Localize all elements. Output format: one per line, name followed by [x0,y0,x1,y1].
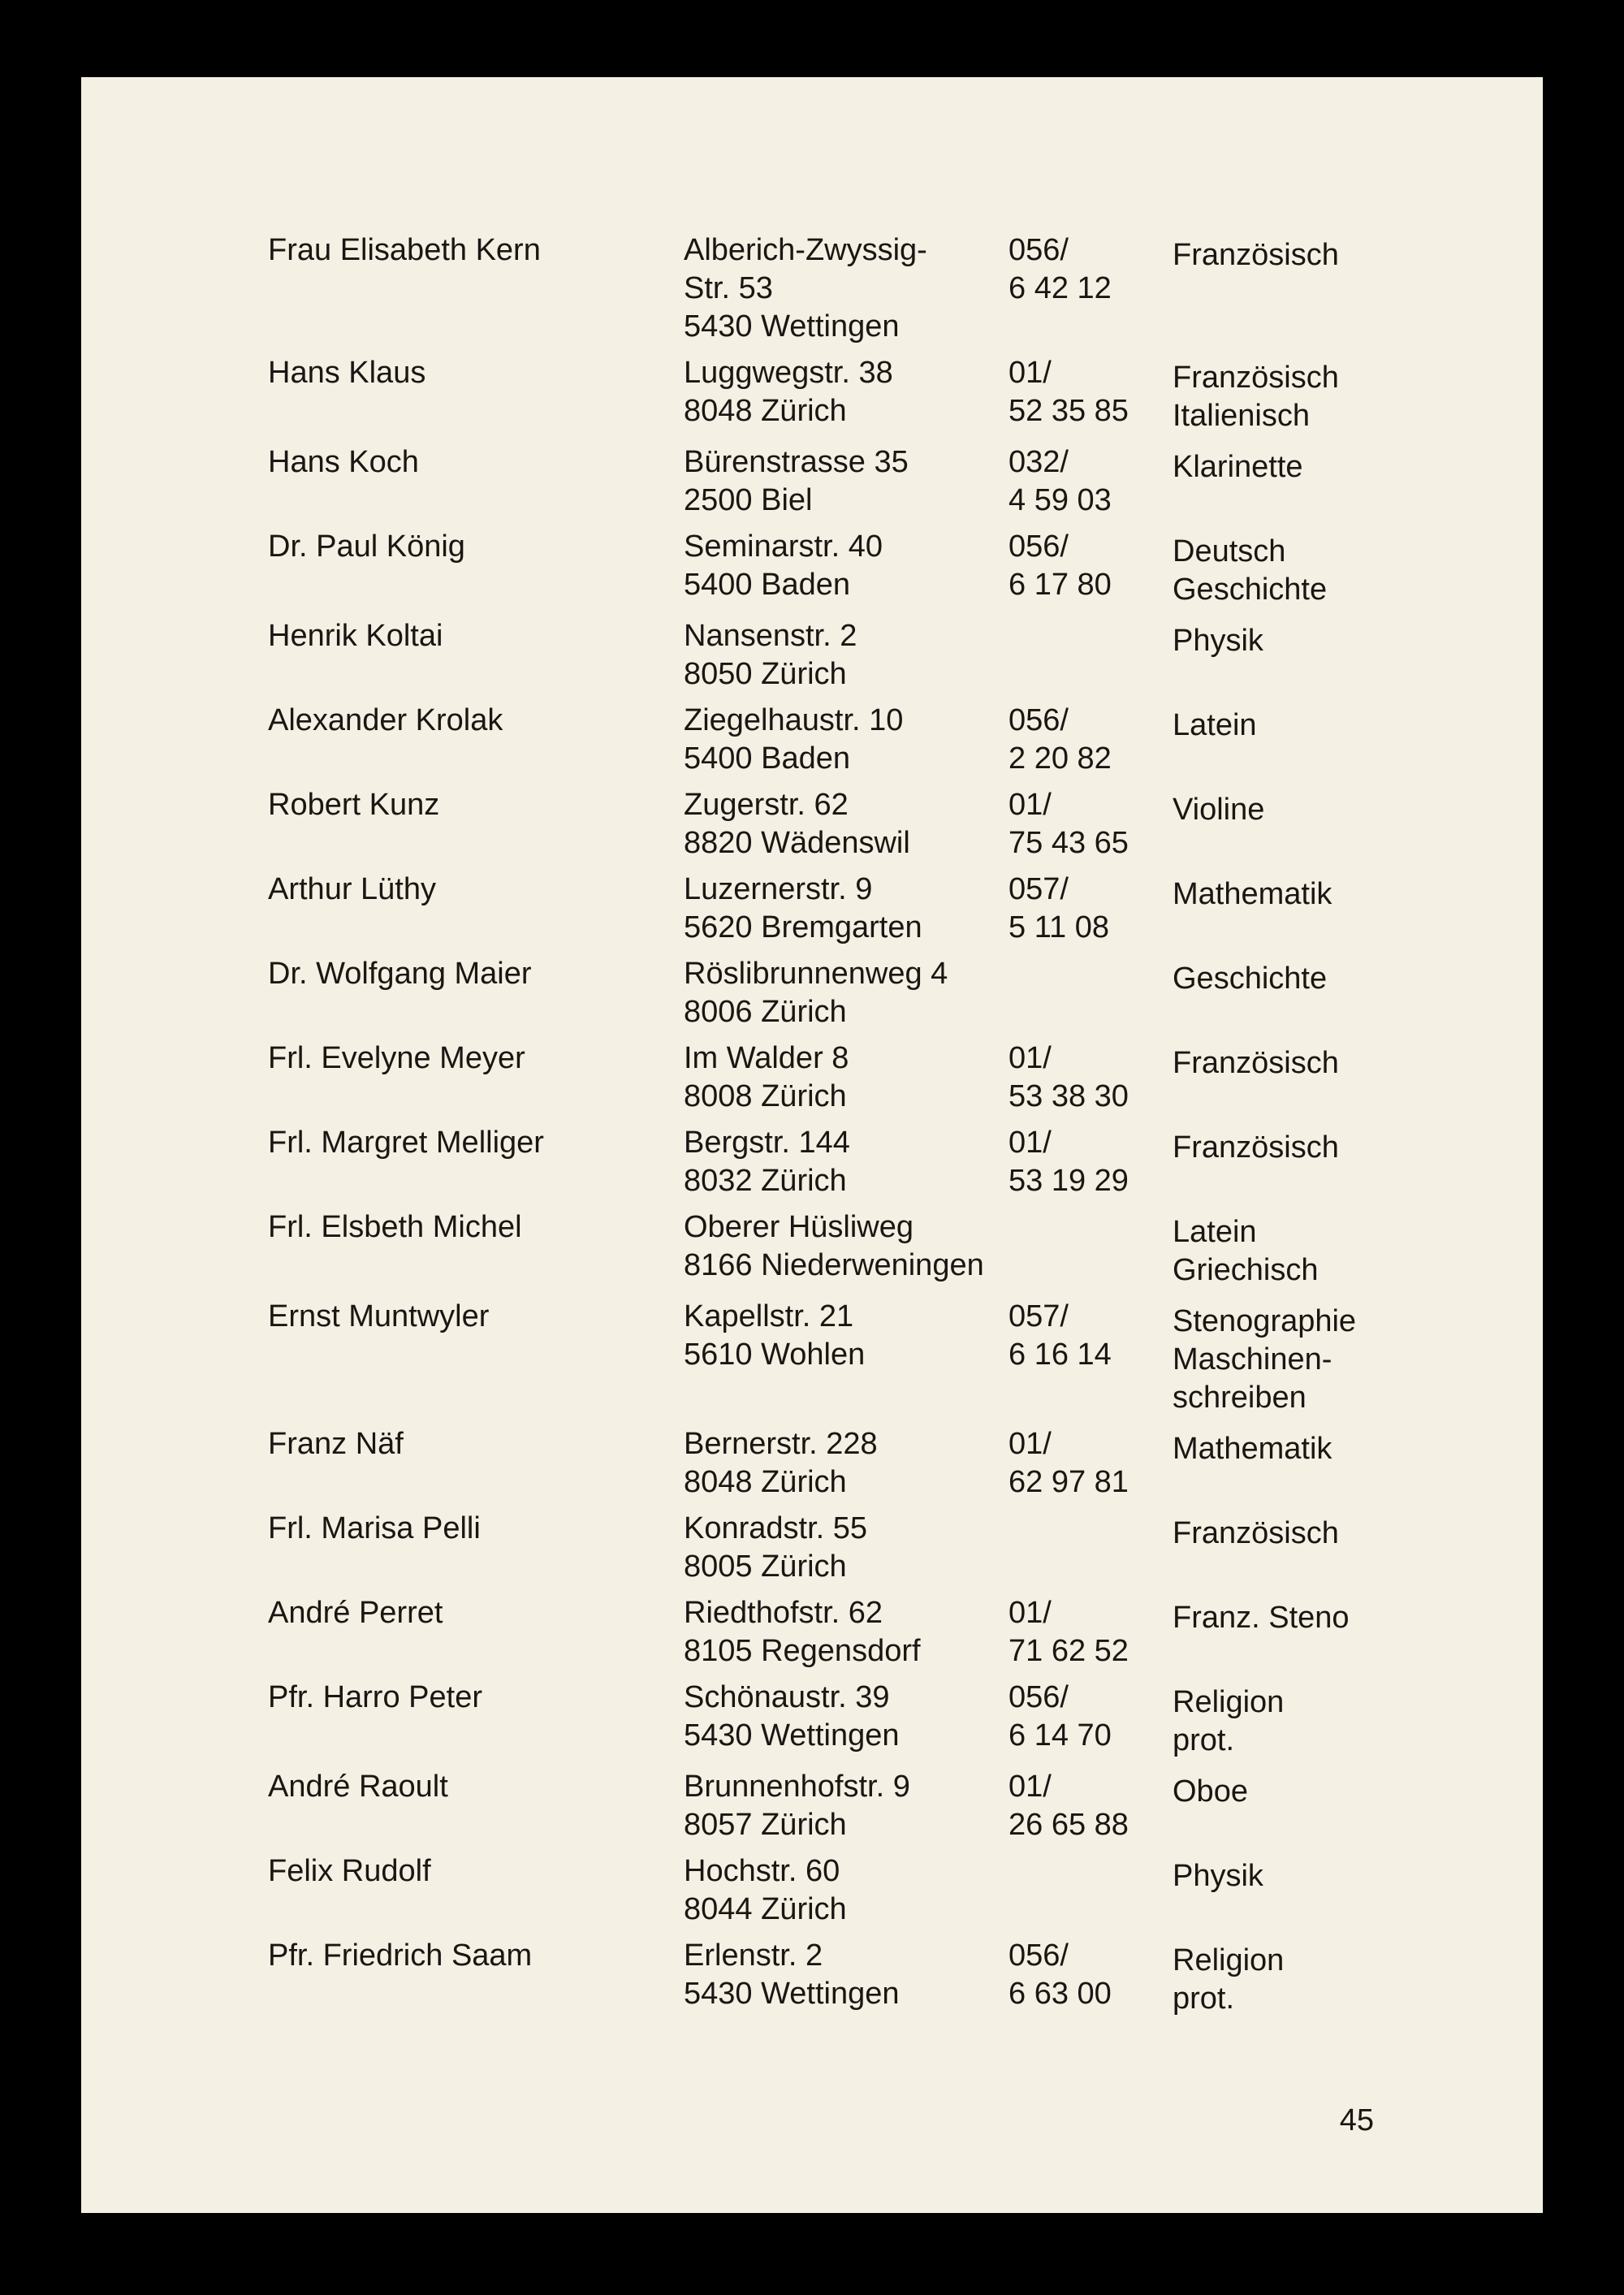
entry-address [684,1425,1009,1502]
address-line: 5400 Baden [684,741,850,776]
phone-line: 056/ [1009,233,1069,267]
directory-entry [268,617,1502,694]
teacher-directory [268,231,1502,2026]
address-line: Nansenstr. 2 [684,619,857,653]
directory-entry [268,871,1502,947]
entry-subjects [1173,955,1497,998]
address-line: 5610 Wohlen [684,1338,866,1372]
address-line: 8820 Wädenswil [684,826,910,860]
entry-address [684,1208,1009,1285]
address-line: Str. 53 [684,271,773,305]
entry-subjects [1173,1594,1497,1637]
address-line: 8057 Zürich [684,1808,847,1842]
directory-entry [268,702,1502,778]
entry-name: Ernst Muntwyler [268,1299,490,1333]
address-line: 8048 Zürich [684,394,847,428]
address-line: Luggwegstr. 38 [684,356,893,390]
address-line: 8044 Zürich [684,1892,847,1926]
entry-address [684,1852,1009,1929]
entry-address [684,1768,1009,1844]
phone-line: 75 43 65 [1009,826,1129,860]
entry-name: Frl. Elsbeth Michel [268,1210,522,1244]
entry-address [684,1510,1009,1586]
address-line: 8008 Zürich [684,1079,847,1113]
directory-entry [268,786,1502,862]
subject-line: Mathematik [1173,1432,1332,1466]
entry-subjects [1173,1298,1497,1417]
subject-line: Klarinette [1173,450,1303,484]
address-line: Kapellstr. 21 [684,1299,854,1333]
directory-entry [268,1937,1502,2018]
entry-address [684,1039,1009,1116]
phone-line: 01/ [1009,1596,1052,1630]
directory-entry [268,1208,1502,1290]
entry-subjects [1173,1425,1497,1468]
subject-line: Geschichte [1173,573,1328,607]
entry-name: Frl. Margret Melliger [268,1126,544,1160]
entry-phone [1009,1039,1173,1116]
subject-line: prot. [1173,1723,1235,1757]
address-line: 8006 Zürich [684,995,847,1029]
directory-entry [268,1852,1502,1929]
subject-line: Latein [1173,1215,1257,1249]
address-line: Erlenstr. 2 [684,1938,823,1973]
subject-line: Französisch [1173,1516,1339,1550]
entry-name: Pfr. Friedrich Saam [268,1938,533,1973]
entry-phone [1009,1124,1173,1200]
address-line: Alberich-Zwyssig- [684,233,927,267]
subject-line: Oboe [1173,1774,1248,1809]
phone-line: 056/ [1009,1938,1069,1973]
entry-subjects [1173,702,1497,745]
directory-entry [268,1768,1502,1844]
phone-line: 5 11 08 [1009,910,1109,944]
entry-subjects [1173,1039,1497,1083]
entry-name: Dr. Paul König [268,529,465,564]
entry-subjects [1173,617,1497,660]
subject-line: Violine [1173,793,1265,827]
entry-phone [1009,354,1173,430]
entry-subjects [1173,528,1497,609]
subject-line: Religion [1173,1943,1285,1977]
phone-line: 01/ [1009,1427,1052,1461]
page-number: 45 [1339,2103,1374,2137]
subject-line: schreiben [1173,1381,1307,1415]
address-line: Zugerstr. 62 [684,788,849,822]
entry-address [684,1124,1009,1200]
address-line: 8105 Regensdorf [684,1634,921,1668]
directory-entry [268,1039,1502,1116]
address-line: Konradstr. 55 [684,1511,868,1545]
entry-name: Henrik Koltai [268,619,443,653]
entry-phone [1009,528,1173,604]
phone-line: 53 38 30 [1009,1079,1129,1113]
address-line: 2500 Biel [684,483,813,517]
entry-name: Arthur Lüthy [268,872,436,906]
entry-name: Dr. Wolfgang Maier [268,957,532,991]
phone-line: 01/ [1009,788,1052,822]
entry-phone [1009,1768,1173,1844]
entry-address [684,528,1009,604]
entry-name: Frl. Evelyne Meyer [268,1041,525,1075]
entry-address [684,871,1009,947]
phone-line: 52 35 85 [1009,394,1129,428]
subject-line: Stenographie [1173,1304,1357,1338]
directory-entry [268,443,1502,520]
directory-entry [268,1298,1502,1417]
address-line: Bergstr. 144 [684,1126,850,1160]
phone-line: 057/ [1009,1299,1069,1333]
entry-address [684,617,1009,694]
phone-line: 056/ [1009,703,1069,737]
phone-line: 62 97 81 [1009,1465,1129,1499]
entry-subjects [1173,1124,1497,1167]
phone-line: 26 65 88 [1009,1808,1129,1842]
address-line: 8050 Zürich [684,657,847,691]
directory-entry [268,955,1502,1031]
entry-phone [1009,1298,1173,1374]
address-line: 5430 Wettingen [684,1977,900,2011]
phone-line: 032/ [1009,445,1069,479]
address-line: 5430 Wettingen [684,309,900,344]
entry-address [684,1298,1009,1374]
phone-line: 6 14 70 [1009,1718,1112,1753]
phone-line: 6 63 00 [1009,1977,1112,2011]
phone-line: 01/ [1009,1041,1052,1075]
subject-line: Franz. Steno [1173,1601,1350,1635]
entry-address [684,702,1009,778]
entry-subjects [1173,1510,1497,1553]
phone-line: 71 62 52 [1009,1634,1129,1668]
phone-line: 01/ [1009,1126,1052,1160]
subject-line: Physik [1173,624,1263,658]
entry-subjects [1173,871,1497,914]
phone-line: 4 59 03 [1009,483,1112,517]
phone-line: 2 20 82 [1009,741,1112,776]
entry-phone [1009,786,1173,862]
subject-line: Physik [1173,1859,1263,1893]
subject-line: Französisch [1173,1046,1339,1080]
entry-name: Pfr. Harro Peter [268,1680,482,1714]
address-line: 8005 Zürich [684,1549,847,1584]
entry-name: Hans Klaus [268,356,426,390]
entry-address [684,786,1009,862]
address-line: 5430 Wettingen [684,1718,900,1753]
directory-entry [268,1679,1502,1760]
directory-entry [268,1124,1502,1200]
directory-entry [268,528,1502,609]
entry-name: André Raoult [268,1770,448,1804]
entry-subjects [1173,443,1497,486]
entry-name: Robert Kunz [268,788,440,822]
entry-address [684,1679,1009,1755]
entry-address [684,955,1009,1031]
directory-entry [268,231,1502,346]
entry-address [684,354,1009,430]
phone-line: 53 19 29 [1009,1164,1129,1198]
address-line: 8048 Zürich [684,1465,847,1499]
entry-name: Frl. Marisa Pelli [268,1511,481,1545]
address-line: 8166 Niederweningen [684,1248,984,1282]
entry-subjects [1173,1768,1497,1811]
entry-name: Felix Rudolf [268,1854,431,1888]
subject-line: Französisch [1173,1130,1339,1165]
subject-line: Griechisch [1173,1253,1319,1287]
address-line: Riedthofstr. 62 [684,1596,883,1630]
entry-address [684,1594,1009,1670]
entry-address [684,231,1009,346]
subject-line: Geschichte [1173,962,1328,996]
directory-entry [268,1594,1502,1670]
address-line: 5400 Baden [684,568,850,602]
address-line: Oberer Hüsliweg [684,1210,914,1244]
phone-line: 6 17 80 [1009,568,1112,602]
directory-entry [268,1510,1502,1586]
entry-phone [1009,1937,1173,2013]
entry-phone [1009,443,1173,520]
entry-subjects [1173,1852,1497,1895]
address-line: Bernerstr. 228 [684,1427,878,1461]
entry-subjects [1173,231,1497,274]
entry-name: Franz Näf [268,1427,404,1461]
phone-line: 056/ [1009,1680,1069,1714]
address-line: Luzernerstr. 9 [684,872,873,906]
entry-phone [1009,1425,1173,1502]
subject-line: Französisch [1173,361,1339,395]
entry-phone [1009,1679,1173,1755]
address-line: 8032 Zürich [684,1164,847,1198]
subject-line: Mathematik [1173,877,1332,911]
subject-line: Religion [1173,1685,1285,1719]
phone-line: 056/ [1009,529,1069,564]
subject-line: Französisch [1173,238,1339,272]
subject-line: Deutsch [1173,534,1286,568]
address-line: Ziegelhaustr. 10 [684,703,904,737]
entry-address [684,1937,1009,2013]
address-line: Röslibrunnenweg 4 [684,957,948,991]
entry-phone [1009,702,1173,778]
address-line: Brunnenhofstr. 9 [684,1770,910,1804]
entry-phone [1009,871,1173,947]
subject-line: prot. [1173,1982,1235,2016]
subject-line: Maschinen- [1173,1342,1332,1377]
address-line: Seminarstr. 40 [684,529,883,564]
entry-phone [1009,1594,1173,1670]
phone-line: 6 16 14 [1009,1338,1112,1372]
address-line: Schönaustr. 39 [684,1680,890,1714]
entry-subjects [1173,354,1497,435]
address-line: Bürenstrasse 35 [684,445,909,479]
subject-line: Latein [1173,708,1257,742]
entry-subjects [1173,786,1497,829]
address-line: Im Walder 8 [684,1041,849,1075]
address-line: 5620 Bremgarten [684,910,922,944]
entry-phone [1009,231,1173,308]
directory-entry [268,1425,1502,1502]
entry-subjects [1173,1937,1497,2018]
address-line: Hochstr. 60 [684,1854,840,1888]
entry-name: Hans Koch [268,445,419,479]
phone-line: 057/ [1009,872,1069,906]
entry-name: André Perret [268,1596,443,1630]
entry-address [684,443,1009,520]
entry-name: Alexander Krolak [268,703,503,737]
directory-entry [268,354,1502,435]
subject-line: Italienisch [1173,399,1310,433]
phone-line: 01/ [1009,1770,1052,1804]
document-page [81,77,1543,2213]
entry-subjects [1173,1208,1497,1290]
entry-name: Frau Elisabeth Kern [268,233,541,267]
phone-line: 01/ [1009,356,1052,390]
entry-subjects [1173,1679,1497,1760]
phone-line: 6 42 12 [1009,271,1112,305]
